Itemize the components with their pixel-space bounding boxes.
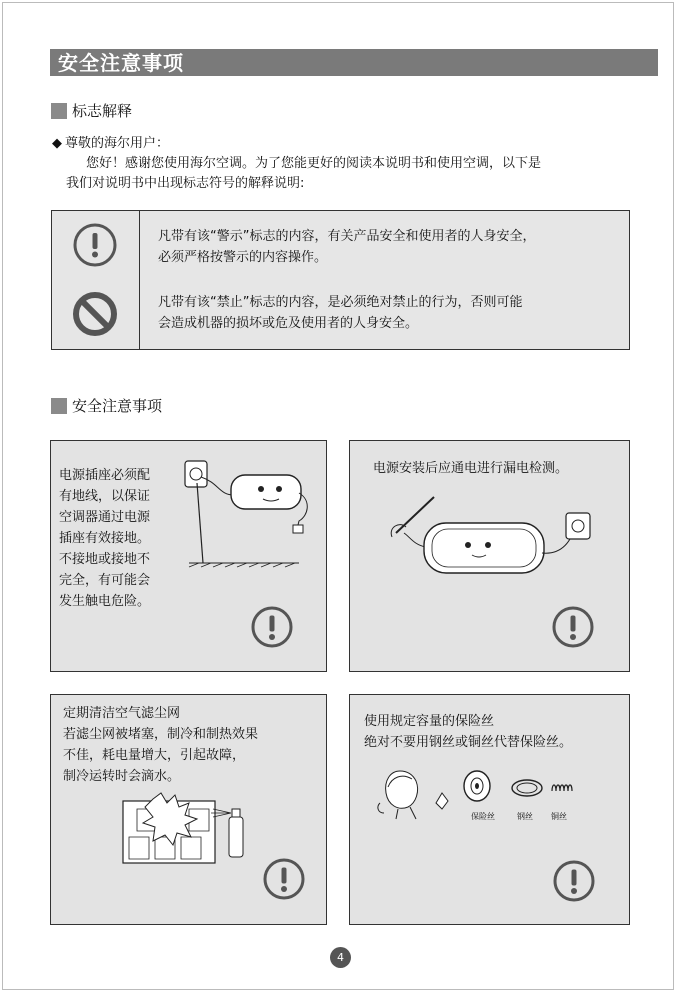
card-filter-cleaning — [50, 694, 327, 925]
warning-icon — [52, 211, 139, 279]
card-grounding-text: 电源插座必须配 有地线，以保证 空调器通过电源 插座有效接地。 不接地或接地不 完全，有可能会 发生触电危险。 — [59, 468, 151, 609]
warning-icon — [551, 605, 595, 649]
intro-line-2: 我们对说明书中出现标志符号的解释说明: — [66, 176, 305, 191]
legend-prohibit-text: 凡带有该“禁止”标志的内容，是必须绝对禁止的行为，否则可能 会造成机器的损坏或危及使用者的人身安全。 — [158, 295, 523, 331]
page-number: 4 — [330, 947, 351, 968]
card-filter-text: 定期清洁空气滤尘网 若滤尘网被堵塞，制冷和制热效果 不佳，耗电量增大，引起故障， 制冷运转时会滴水。 — [63, 706, 259, 784]
warning-icon — [250, 605, 294, 649]
filter-spray-illustration — [113, 791, 253, 867]
warning-icon — [552, 859, 596, 903]
card-leak-text: 电源安装后应通电进行漏电检测。 — [373, 461, 569, 476]
prohibit-icon — [52, 280, 139, 349]
fuse-spool-icon — [462, 769, 492, 803]
section-marker — [51, 103, 67, 119]
ac-tester-illustration — [386, 493, 616, 593]
card-fuse — [349, 694, 630, 925]
page-title: 安全注意事项 — [58, 51, 184, 75]
card-leak-detection — [349, 440, 630, 672]
section-heading-safety: 安全注意事项 — [72, 397, 163, 415]
legend-row-warning — [52, 211, 629, 281]
legend-row-prohibit — [52, 280, 629, 349]
diamond-bullet-icon: ◆ — [52, 136, 62, 151]
section-heading-symbols: 标志解释 — [72, 102, 133, 120]
intro-line-1: 您好！感谢您使用海尔空调。为了您能更好的阅读本说明书和使用空调，以下是 — [86, 156, 542, 171]
fuse-label: 保险丝 — [471, 812, 495, 821]
warning-icon — [262, 857, 306, 901]
legend-warning-text: 凡带有该“警示”标志的内容，有关产品安全和使用者的人身安全， 必须严格按警示的内容操作。 — [158, 229, 536, 265]
steel-wire-label: 钢丝 — [517, 812, 533, 821]
grounded-ac-illustration — [179, 455, 324, 575]
steel-wire-icon — [510, 777, 544, 799]
intro-greeting: ◆ 尊敬的海尔用户： — [52, 136, 170, 151]
legend-icon-cell — [52, 280, 140, 349]
symbol-legend-table — [51, 210, 630, 350]
card-grounding — [50, 440, 327, 672]
card-fuse-text: 使用规定容量的保险丝 绝对不要用钢丝或铜丝代替保险丝。 — [364, 714, 573, 750]
copper-wire-icon — [550, 781, 576, 795]
legend-icon-cell — [52, 211, 140, 280]
section-marker — [51, 398, 67, 414]
copper-wire-label: 铜丝 — [551, 812, 567, 821]
